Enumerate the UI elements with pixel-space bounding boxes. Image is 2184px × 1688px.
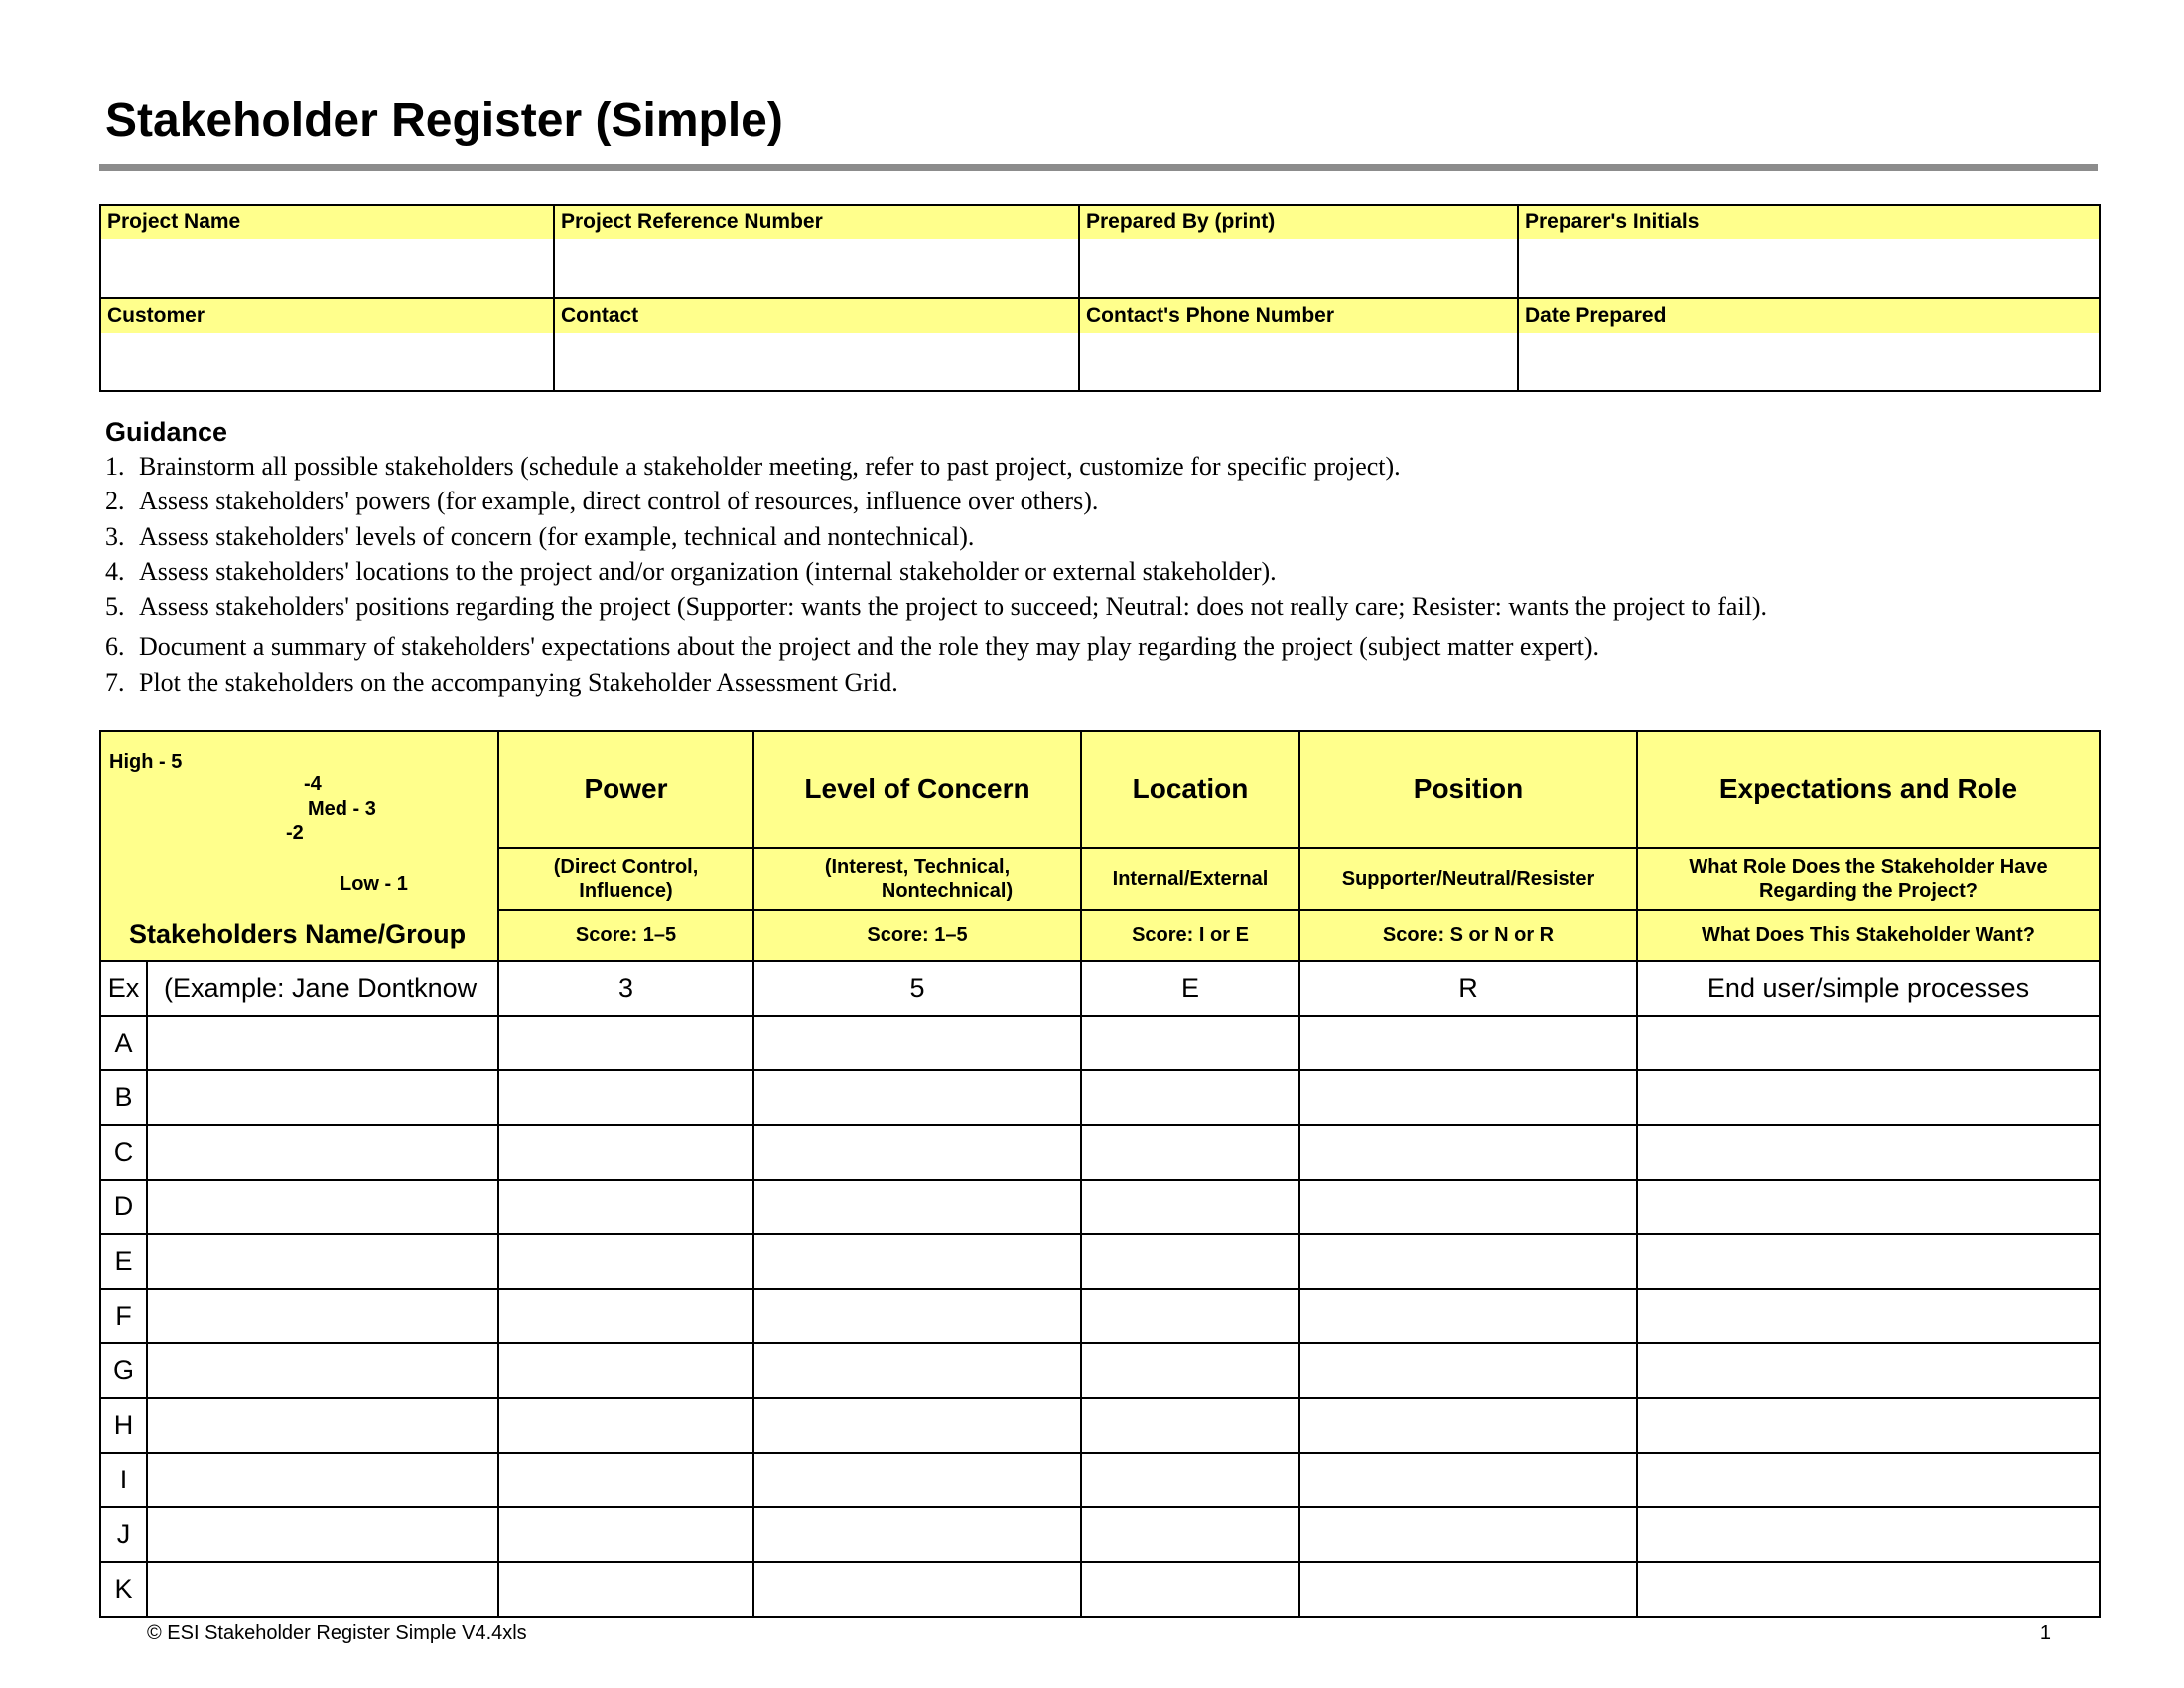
expectations-cell[interactable] bbox=[1637, 1016, 2100, 1070]
row-letter: C bbox=[100, 1125, 147, 1180]
position-cell[interactable] bbox=[1299, 1453, 1637, 1507]
position-header: Position bbox=[1299, 731, 1637, 848]
project-name-field[interactable] bbox=[101, 239, 553, 297]
location-cell[interactable] bbox=[1081, 1562, 1299, 1617]
row-letter: G bbox=[100, 1343, 147, 1398]
contact-field[interactable] bbox=[555, 333, 1078, 390]
date-prepared-cell bbox=[1518, 298, 2100, 391]
guidance-list bbox=[105, 449, 2091, 700]
concern-cell[interactable] bbox=[753, 1507, 1081, 1562]
customer-cell bbox=[100, 298, 554, 391]
project-info-table bbox=[99, 204, 2101, 392]
project-reference-cell bbox=[554, 205, 1079, 298]
guidance-item: 4. Assess stakeholders' locations to the project and/or organization (internal stakeholder or external stakeholder). bbox=[105, 556, 1277, 586]
customer-field[interactable] bbox=[101, 333, 553, 390]
contact-label: Contact bbox=[555, 299, 1078, 333]
row-letter: D bbox=[100, 1180, 147, 1234]
concern-cell[interactable] bbox=[753, 1453, 1081, 1507]
power-cell[interactable] bbox=[498, 1343, 753, 1398]
power-cell[interactable] bbox=[498, 1180, 753, 1234]
example-row bbox=[100, 961, 2100, 1016]
stakeholder-name-cell[interactable] bbox=[147, 1343, 498, 1398]
expectations-cell[interactable] bbox=[1637, 1289, 2100, 1343]
position-cell[interactable] bbox=[1299, 1234, 1637, 1289]
guidance-item: 1. Brainstorm all possible stakeholders (schedule a stakeholder meeting, refer to past project, customize for specific project). bbox=[105, 452, 1401, 481]
location-cell[interactable] bbox=[1081, 1234, 1299, 1289]
preparer-initials-cell bbox=[1518, 205, 2100, 298]
location-score-header: Score: I or E bbox=[1081, 910, 1299, 961]
concern-cell[interactable] bbox=[753, 1016, 1081, 1070]
concern-score-header: Score: 1–5 bbox=[753, 910, 1081, 961]
prepared-by-label: Prepared By (print) bbox=[1080, 206, 1517, 239]
row-letter: Ex bbox=[100, 961, 147, 1016]
position-cell[interactable] bbox=[1299, 1180, 1637, 1234]
stakeholder-name-cell[interactable] bbox=[147, 1125, 498, 1180]
expectations-cell: End user/simple processes bbox=[1637, 961, 2100, 1016]
stakeholder-register-table bbox=[99, 730, 2101, 1618]
location-cell: E bbox=[1081, 961, 1299, 1016]
concern-cell[interactable] bbox=[753, 1070, 1081, 1125]
location-cell[interactable] bbox=[1081, 1070, 1299, 1125]
location-header: Location bbox=[1081, 731, 1299, 848]
row-letter: H bbox=[100, 1398, 147, 1453]
guidance-item: 5. Assess stakeholders' positions regarding the project (Supporter: wants the project to succeed; Neutral: does not really care; Resister: wants the project to fail). bbox=[105, 592, 1768, 622]
title-divider bbox=[99, 164, 2098, 171]
expectations-cell[interactable] bbox=[1637, 1234, 2100, 1289]
concern-cell: 5 bbox=[753, 961, 1081, 1016]
concern-cell[interactable] bbox=[753, 1180, 1081, 1234]
power-cell[interactable] bbox=[498, 1016, 753, 1070]
stakeholder-name-cell[interactable] bbox=[147, 1070, 498, 1125]
table-row bbox=[100, 1343, 2100, 1398]
page-title: Stakeholder Register (Simple) bbox=[105, 94, 783, 147]
page-footer bbox=[99, 1617, 2099, 1644]
position-cell[interactable] bbox=[1299, 1398, 1637, 1453]
guidance-item: 2. Assess stakeholders' powers (for example, direct control of resources, influence over others). bbox=[105, 487, 1099, 516]
location-cell[interactable] bbox=[1081, 1289, 1299, 1343]
contact-phone-label: Contact's Phone Number bbox=[1080, 299, 1517, 333]
footer-page-number: 1 bbox=[2039, 1622, 2051, 1644]
power-score-header: Score: 1–5 bbox=[498, 910, 753, 961]
scale-header-cell bbox=[100, 731, 498, 961]
preparer-initials-label: Preparer's Initials bbox=[1519, 206, 2099, 239]
expectations-cell[interactable] bbox=[1637, 1398, 2100, 1453]
stakeholder-name-cell[interactable] bbox=[147, 1562, 498, 1617]
location-subheader: Internal/External bbox=[1081, 848, 1299, 910]
concern-subheader: (Interest, Technical, Nontechnical) bbox=[753, 848, 1081, 910]
row-letter: A bbox=[100, 1016, 147, 1070]
table-row bbox=[100, 1289, 2100, 1343]
location-cell[interactable] bbox=[1081, 1343, 1299, 1398]
power-cell[interactable] bbox=[498, 1234, 753, 1289]
concern-cell[interactable] bbox=[753, 1125, 1081, 1180]
concern-cell[interactable] bbox=[753, 1343, 1081, 1398]
expectations-cell[interactable] bbox=[1637, 1070, 2100, 1125]
position-cell[interactable] bbox=[1299, 1507, 1637, 1562]
table-row bbox=[100, 1016, 2100, 1070]
table-row bbox=[100, 1398, 2100, 1453]
table-row bbox=[100, 1070, 2100, 1125]
position-cell[interactable] bbox=[1299, 1562, 1637, 1617]
row-letter: I bbox=[100, 1453, 147, 1507]
expectations-cell[interactable] bbox=[1637, 1180, 2100, 1234]
stakeholder-name-cell[interactable] bbox=[147, 1016, 498, 1070]
preparer-initials-field[interactable] bbox=[1519, 239, 2099, 297]
location-cell[interactable] bbox=[1081, 1398, 1299, 1453]
position-cell[interactable] bbox=[1299, 1125, 1637, 1180]
contact-phone-field[interactable] bbox=[1080, 333, 1517, 390]
expectations-cell[interactable] bbox=[1637, 1562, 2100, 1617]
row-letter: K bbox=[100, 1562, 147, 1617]
project-name-cell bbox=[100, 205, 554, 298]
location-cell[interactable] bbox=[1081, 1016, 1299, 1070]
project-name-label: Project Name bbox=[101, 206, 553, 239]
contact-phone-cell bbox=[1079, 298, 1518, 391]
prepared-by-cell bbox=[1079, 205, 1518, 298]
stakeholder-name-cell[interactable] bbox=[147, 1507, 498, 1562]
stakeholder-name-cell[interactable] bbox=[147, 1234, 498, 1289]
power-subheader: (Direct Control, Influence) bbox=[498, 848, 753, 910]
location-cell[interactable] bbox=[1081, 1180, 1299, 1234]
position-cell[interactable] bbox=[1299, 1070, 1637, 1125]
customer-label: Customer bbox=[101, 299, 553, 333]
location-cell[interactable] bbox=[1081, 1507, 1299, 1562]
location-cell[interactable] bbox=[1081, 1453, 1299, 1507]
concern-cell[interactable] bbox=[753, 1289, 1081, 1343]
power-header: Power bbox=[498, 731, 753, 848]
position-cell: R bbox=[1299, 961, 1637, 1016]
scale-high: High - 5 bbox=[109, 751, 183, 773]
power-cell[interactable] bbox=[498, 1125, 753, 1180]
stakeholder-name-cell[interactable] bbox=[147, 1398, 498, 1453]
power-cell: 3 bbox=[498, 961, 753, 1016]
project-reference-field[interactable] bbox=[555, 239, 1078, 297]
power-cell[interactable] bbox=[498, 1453, 753, 1507]
expectations-score-header: What Does This Stakeholder Want? bbox=[1637, 910, 2100, 961]
concern-header: Level of Concern bbox=[753, 731, 1081, 848]
scale-med: Med - 3 bbox=[308, 798, 376, 820]
prepared-by-field[interactable] bbox=[1080, 239, 1517, 297]
position-cell[interactable] bbox=[1299, 1343, 1637, 1398]
location-cell[interactable] bbox=[1081, 1125, 1299, 1180]
row-letter: E bbox=[100, 1234, 147, 1289]
row-letter: F bbox=[100, 1289, 147, 1343]
table-row bbox=[100, 1453, 2100, 1507]
concern-cell[interactable] bbox=[753, 1234, 1081, 1289]
scale-low: Low - 1 bbox=[340, 873, 408, 895]
position-score-header: Score: S or N or R bbox=[1299, 910, 1637, 961]
date-prepared-label: Date Prepared bbox=[1519, 299, 2099, 333]
row-letter: B bbox=[100, 1070, 147, 1125]
power-cell[interactable] bbox=[498, 1562, 753, 1617]
guidance-item: 3. Assess stakeholders' levels of concern (for example, technical and nontechnical). bbox=[105, 521, 975, 551]
table-row bbox=[100, 1125, 2100, 1180]
expectations-cell[interactable] bbox=[1637, 1507, 2100, 1562]
expectations-cell[interactable] bbox=[1637, 1453, 2100, 1507]
expectations-cell[interactable] bbox=[1637, 1343, 2100, 1398]
stakeholder-name-cell[interactable] bbox=[147, 1180, 498, 1234]
concern-cell[interactable] bbox=[753, 1398, 1081, 1453]
power-cell[interactable] bbox=[498, 1507, 753, 1562]
power-cell[interactable] bbox=[498, 1398, 753, 1453]
guidance-title: Guidance bbox=[105, 417, 228, 447]
table-row bbox=[100, 1507, 2100, 1562]
footer-file-name: © ESI Stakeholder Register Simple V4.4xls bbox=[147, 1622, 527, 1644]
scale-two: -2 bbox=[286, 822, 304, 844]
scale-four: -4 bbox=[304, 774, 322, 795]
guidance-section bbox=[105, 415, 2091, 700]
table-row bbox=[100, 1234, 2100, 1289]
stakeholder-name-header: Stakeholders Name/Group bbox=[129, 919, 467, 949]
position-cell[interactable] bbox=[1299, 1289, 1637, 1343]
guidance-item: 7. Plot the stakeholders on the accompanying Stakeholder Assessment Grid. bbox=[105, 667, 898, 697]
concern-cell[interactable] bbox=[753, 1562, 1081, 1617]
guidance-item: 6. Document a summary of stakeholders' expectations about the project and the role they may play regarding the project (subject matter expert). bbox=[105, 633, 1599, 662]
power-cell[interactable] bbox=[498, 1289, 753, 1343]
expectations-header: Expectations and Role bbox=[1637, 731, 2100, 848]
table-row bbox=[100, 1180, 2100, 1234]
row-letter: J bbox=[100, 1507, 147, 1562]
power-cell[interactable] bbox=[498, 1070, 753, 1125]
stakeholder-name-cell[interactable] bbox=[147, 1453, 498, 1507]
project-reference-label: Project Reference Number bbox=[555, 206, 1078, 239]
date-prepared-field[interactable] bbox=[1519, 333, 2099, 390]
position-subheader: Supporter/Neutral/Resister bbox=[1299, 848, 1637, 910]
expectations-cell[interactable] bbox=[1637, 1125, 2100, 1180]
stakeholder-name-cell[interactable] bbox=[147, 1289, 498, 1343]
expectations-subheader: What Role Does the Stakeholder Have Regarding the Project? bbox=[1637, 848, 2100, 910]
position-cell[interactable] bbox=[1299, 1016, 1637, 1070]
table-row bbox=[100, 1562, 2100, 1617]
stakeholder-name-cell: (Example: Jane Dontknow bbox=[147, 961, 498, 1016]
contact-cell bbox=[554, 298, 1079, 391]
